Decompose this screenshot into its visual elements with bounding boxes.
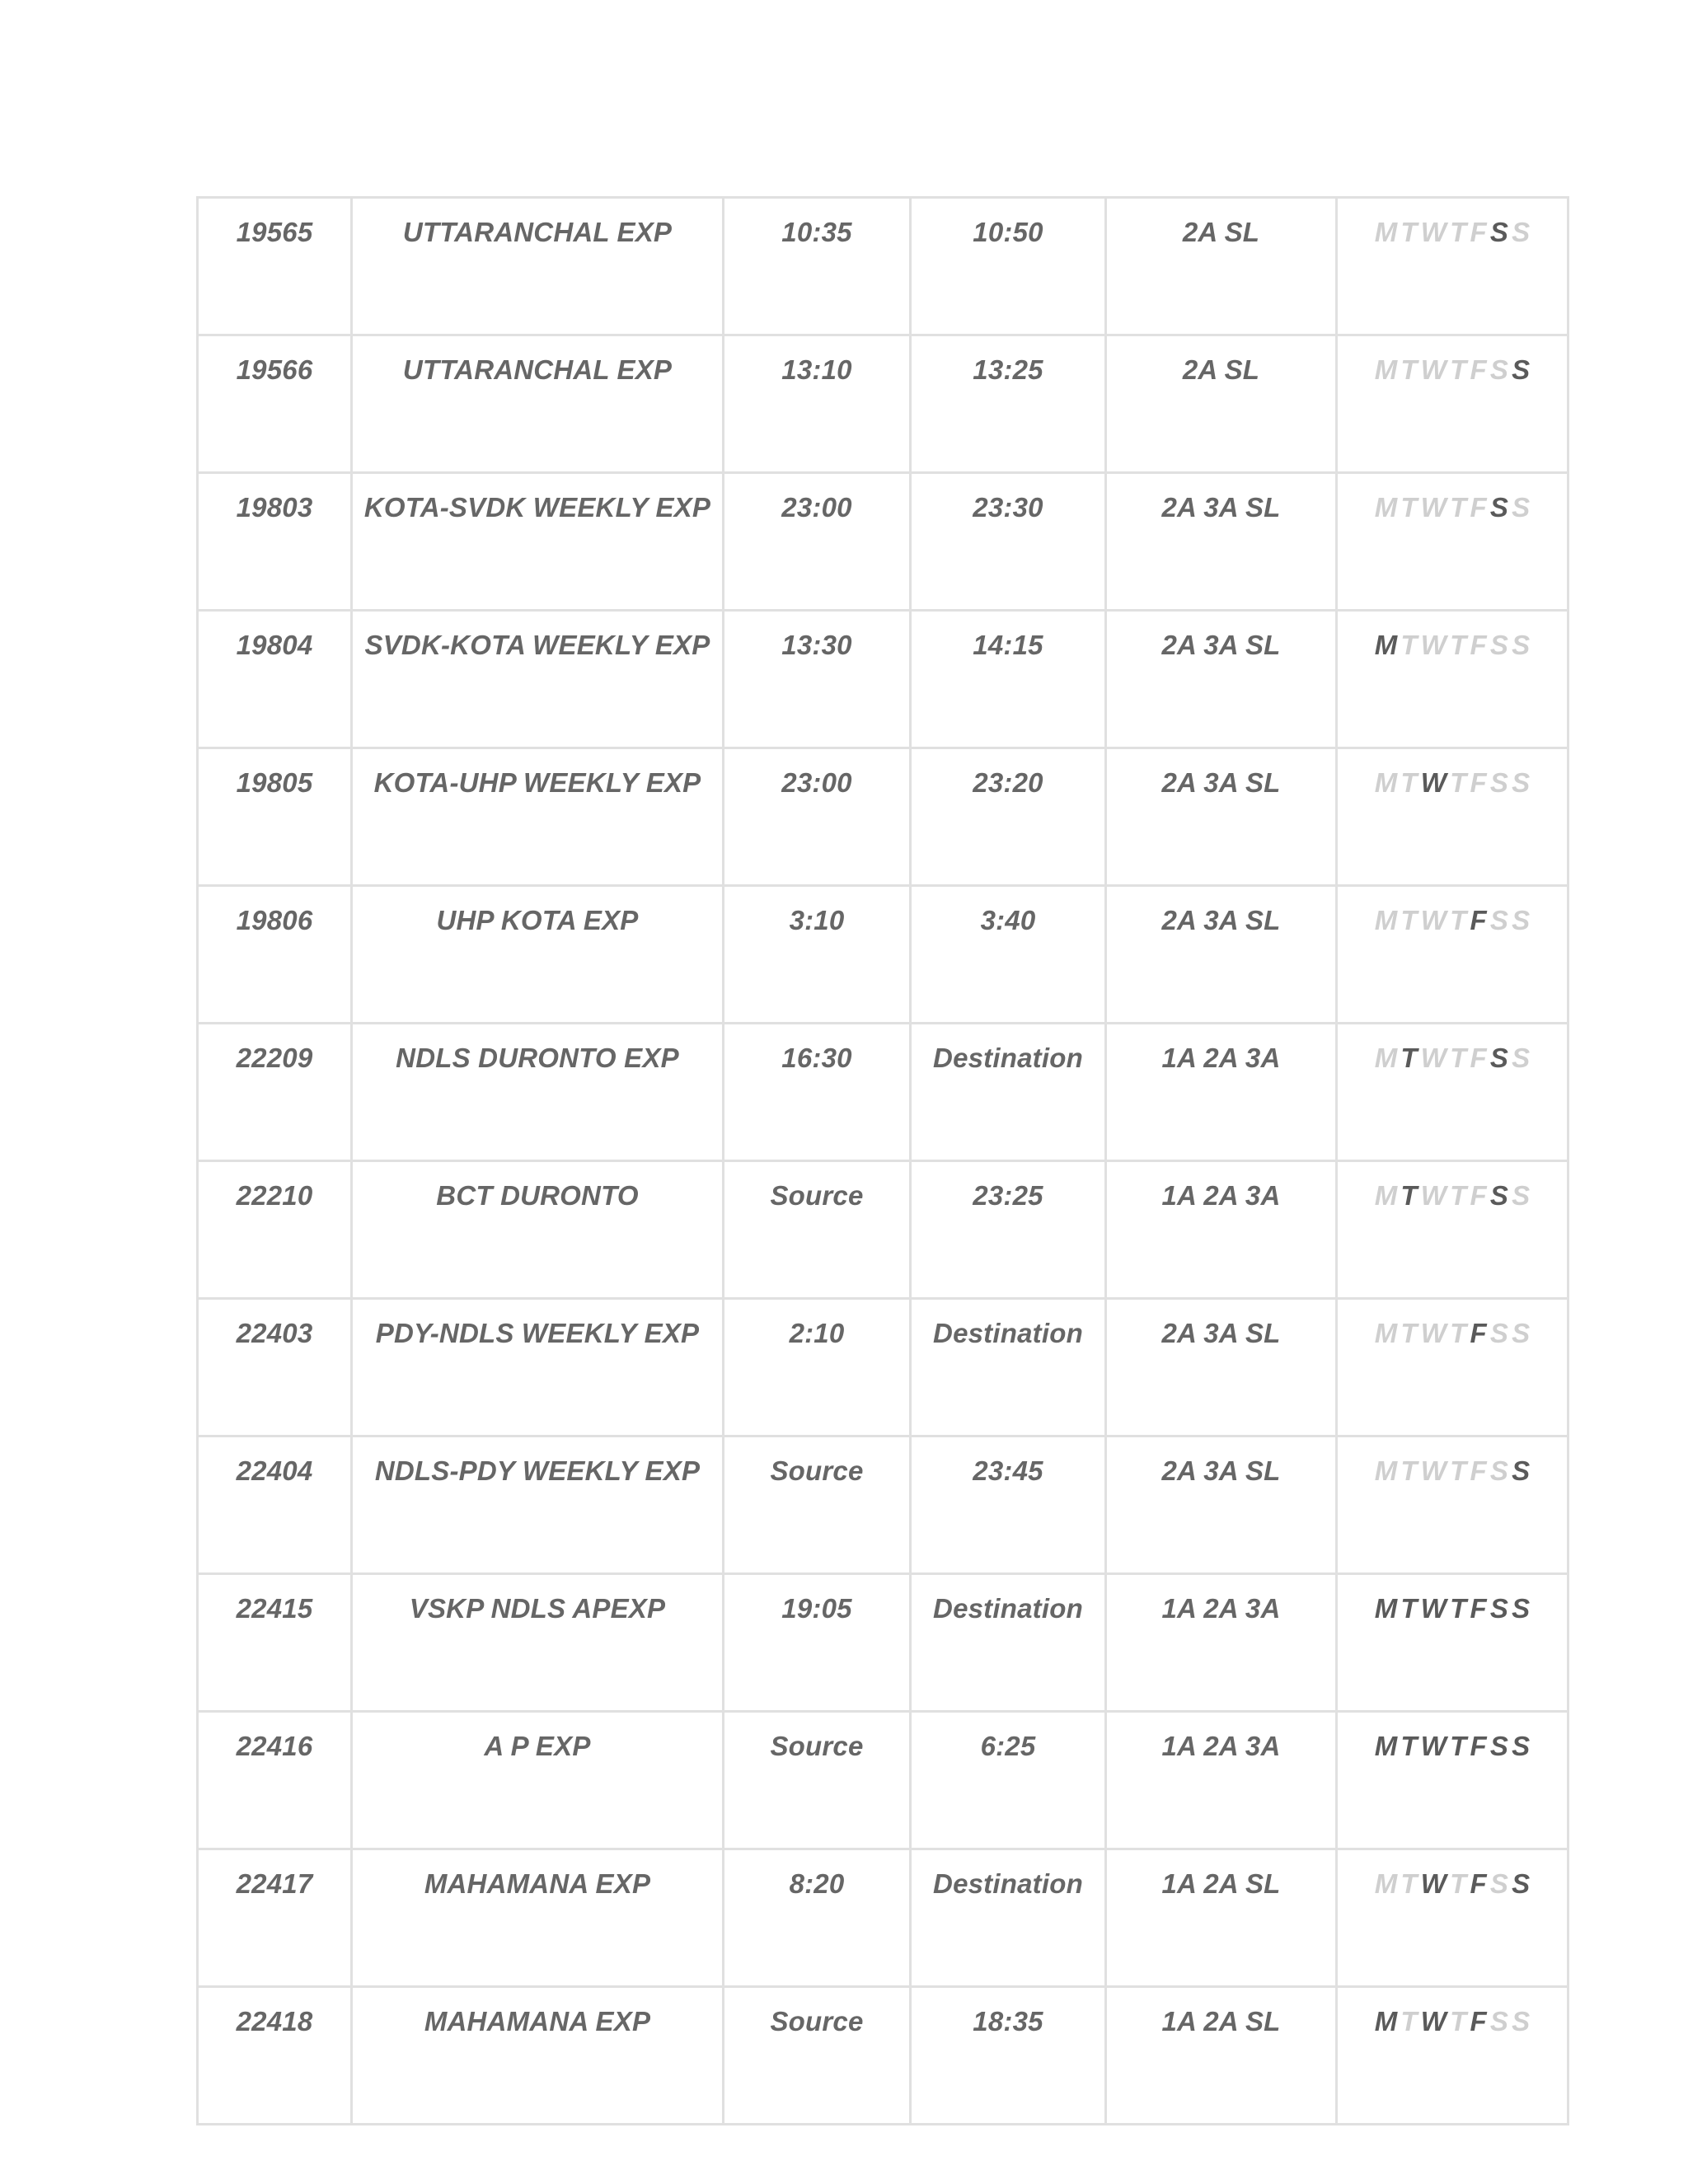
departure-time: 10:35 bbox=[724, 198, 911, 335]
table-row bbox=[198, 1849, 1568, 1987]
running-days bbox=[1337, 748, 1568, 886]
day-indicator: W bbox=[1420, 1043, 1447, 1073]
table-row bbox=[198, 1712, 1568, 1849]
arrival-time: 23:30 bbox=[911, 473, 1106, 611]
day-indicator: M bbox=[1374, 492, 1398, 523]
day-indicator: T bbox=[1450, 354, 1467, 385]
day-indicator: S bbox=[1512, 1318, 1531, 1348]
day-indicator: S bbox=[1489, 905, 1509, 935]
day-indicator: F bbox=[1470, 1868, 1487, 1899]
table-row bbox=[198, 748, 1568, 886]
day-indicator: M bbox=[1374, 1731, 1398, 1761]
running-days bbox=[1337, 335, 1568, 473]
travel-classes: 2A 3A SL bbox=[1106, 611, 1337, 748]
departure-time: 13:10 bbox=[724, 335, 911, 473]
day-indicator: M bbox=[1374, 1180, 1398, 1211]
departure-time: 13:30 bbox=[724, 611, 911, 748]
day-indicator: S bbox=[1489, 217, 1509, 247]
day-indicator: S bbox=[1489, 1868, 1509, 1899]
day-indicator: W bbox=[1420, 2006, 1447, 2036]
train-name: VSKP NDLS APEXP bbox=[352, 1574, 724, 1712]
arrival-time: 23:25 bbox=[911, 1161, 1106, 1299]
day-indicator: W bbox=[1420, 1731, 1447, 1761]
arrival-time: 18:35 bbox=[911, 1987, 1106, 2125]
table-row bbox=[198, 1436, 1568, 1574]
day-indicator: M bbox=[1374, 1318, 1398, 1348]
train-number: 22404 bbox=[198, 1436, 352, 1574]
day-indicator: T bbox=[1400, 2006, 1418, 2036]
day-indicator: T bbox=[1450, 630, 1467, 660]
day-indicator: T bbox=[1400, 1868, 1418, 1899]
running-days bbox=[1337, 198, 1568, 335]
day-indicator: F bbox=[1470, 767, 1487, 798]
running-days bbox=[1337, 886, 1568, 1024]
travel-classes: 1A 2A 3A bbox=[1106, 1712, 1337, 1849]
day-indicator: M bbox=[1374, 1043, 1398, 1073]
day-indicator: T bbox=[1400, 630, 1418, 660]
travel-classes: 1A 2A SL bbox=[1106, 1987, 1337, 2125]
table-row bbox=[198, 1987, 1568, 2125]
day-indicator: T bbox=[1450, 1455, 1467, 1486]
train-name: MAHAMANA EXP bbox=[352, 1987, 724, 2125]
day-indicator: S bbox=[1512, 905, 1531, 935]
arrival-time: Destination bbox=[911, 1024, 1106, 1161]
day-indicator: S bbox=[1512, 1731, 1531, 1761]
arrival-time: Destination bbox=[911, 1299, 1106, 1436]
day-indicator: T bbox=[1450, 767, 1467, 798]
day-indicator: S bbox=[1489, 2006, 1509, 2036]
arrival-time: Destination bbox=[911, 1574, 1106, 1712]
day-indicator: T bbox=[1400, 1180, 1418, 1211]
train-number: 22210 bbox=[198, 1161, 352, 1299]
travel-classes: 2A SL bbox=[1106, 335, 1337, 473]
day-indicator: S bbox=[1489, 630, 1509, 660]
day-indicator: W bbox=[1420, 767, 1447, 798]
train-number: 22417 bbox=[198, 1849, 352, 1987]
table-row bbox=[198, 611, 1568, 748]
train-number: 19803 bbox=[198, 473, 352, 611]
day-indicator: S bbox=[1512, 630, 1531, 660]
day-indicator: F bbox=[1470, 905, 1487, 935]
day-indicator: T bbox=[1450, 1593, 1467, 1624]
day-indicator: F bbox=[1470, 1455, 1487, 1486]
running-days bbox=[1337, 1574, 1568, 1712]
train-schedule-container bbox=[196, 196, 1531, 2125]
day-indicator: F bbox=[1470, 630, 1487, 660]
day-indicator: S bbox=[1512, 1180, 1531, 1211]
train-name: KOTA-UHP WEEKLY EXP bbox=[352, 748, 724, 886]
day-indicator: M bbox=[1374, 1868, 1398, 1899]
day-indicator: T bbox=[1400, 1455, 1418, 1486]
day-indicator: T bbox=[1450, 905, 1467, 935]
travel-classes: 2A 3A SL bbox=[1106, 886, 1337, 1024]
departure-time: 23:00 bbox=[724, 748, 911, 886]
train-number: 22415 bbox=[198, 1574, 352, 1712]
running-days bbox=[1337, 473, 1568, 611]
day-indicator: W bbox=[1420, 905, 1447, 935]
day-indicator: S bbox=[1489, 767, 1509, 798]
departure-time: 3:10 bbox=[724, 886, 911, 1024]
travel-classes: 1A 2A 3A bbox=[1106, 1574, 1337, 1712]
arrival-time: 13:25 bbox=[911, 335, 1106, 473]
table-row bbox=[198, 1161, 1568, 1299]
day-indicator: S bbox=[1489, 1318, 1509, 1348]
travel-classes: 2A 3A SL bbox=[1106, 1436, 1337, 1574]
travel-classes: 2A 3A SL bbox=[1106, 1299, 1337, 1436]
train-name: UHP KOTA EXP bbox=[352, 886, 724, 1024]
train-number: 19565 bbox=[198, 198, 352, 335]
day-indicator: T bbox=[1400, 492, 1418, 523]
travel-classes: 2A 3A SL bbox=[1106, 748, 1337, 886]
day-indicator: T bbox=[1400, 354, 1418, 385]
day-indicator: W bbox=[1420, 1455, 1447, 1486]
day-indicator: T bbox=[1400, 1318, 1418, 1348]
departure-time: 23:00 bbox=[724, 473, 911, 611]
day-indicator: W bbox=[1420, 492, 1447, 523]
day-indicator: F bbox=[1470, 217, 1487, 247]
train-number: 22403 bbox=[198, 1299, 352, 1436]
train-name: KOTA-SVDK WEEKLY EXP bbox=[352, 473, 724, 611]
day-indicator: F bbox=[1470, 1731, 1487, 1761]
train-name: NDLS DURONTO EXP bbox=[352, 1024, 724, 1161]
day-indicator: T bbox=[1400, 1043, 1418, 1073]
train-number: 19805 bbox=[198, 748, 352, 886]
day-indicator: T bbox=[1450, 1731, 1467, 1761]
train-name: BCT DURONTO bbox=[352, 1161, 724, 1299]
day-indicator: S bbox=[1489, 1043, 1509, 1073]
train-name: A P EXP bbox=[352, 1712, 724, 1849]
day-indicator: S bbox=[1512, 1593, 1531, 1624]
arrival-time: 3:40 bbox=[911, 886, 1106, 1024]
arrival-time: 14:15 bbox=[911, 611, 1106, 748]
train-number: 22209 bbox=[198, 1024, 352, 1161]
day-indicator: M bbox=[1374, 767, 1398, 798]
departure-time: Source bbox=[724, 1712, 911, 1849]
day-indicator: F bbox=[1470, 2006, 1487, 2036]
day-indicator: S bbox=[1489, 1180, 1509, 1211]
table-row bbox=[198, 886, 1568, 1024]
train-name: SVDK-KOTA WEEKLY EXP bbox=[352, 611, 724, 748]
departure-time: 19:05 bbox=[724, 1574, 911, 1712]
day-indicator: T bbox=[1450, 217, 1467, 247]
day-indicator: T bbox=[1400, 1593, 1418, 1624]
departure-time: 8:20 bbox=[724, 1849, 911, 1987]
running-days bbox=[1337, 611, 1568, 748]
day-indicator: T bbox=[1450, 1318, 1467, 1348]
running-days bbox=[1337, 1712, 1568, 1849]
table-row bbox=[198, 1299, 1568, 1436]
day-indicator: S bbox=[1512, 1868, 1531, 1899]
day-indicator: T bbox=[1400, 1731, 1418, 1761]
day-indicator: M bbox=[1374, 905, 1398, 935]
departure-time: Source bbox=[724, 1161, 911, 1299]
day-indicator: T bbox=[1400, 905, 1418, 935]
day-indicator: T bbox=[1450, 1180, 1467, 1211]
travel-classes: 1A 2A SL bbox=[1106, 1849, 1337, 1987]
day-indicator: F bbox=[1470, 1043, 1487, 1073]
day-indicator: M bbox=[1374, 1593, 1398, 1624]
departure-time: Source bbox=[724, 1436, 911, 1574]
day-indicator: S bbox=[1512, 217, 1531, 247]
day-indicator: S bbox=[1512, 1455, 1531, 1486]
running-days bbox=[1337, 1849, 1568, 1987]
day-indicator: F bbox=[1470, 1180, 1487, 1211]
day-indicator: T bbox=[1400, 767, 1418, 798]
running-days bbox=[1337, 1436, 1568, 1574]
travel-classes: 2A 3A SL bbox=[1106, 473, 1337, 611]
train-name: MAHAMANA EXP bbox=[352, 1849, 724, 1987]
day-indicator: F bbox=[1470, 492, 1487, 523]
day-indicator: M bbox=[1374, 1455, 1398, 1486]
running-days bbox=[1337, 1161, 1568, 1299]
day-indicator: M bbox=[1374, 217, 1398, 247]
day-indicator: W bbox=[1420, 1180, 1447, 1211]
table-row bbox=[198, 1024, 1568, 1161]
arrival-time: 23:20 bbox=[911, 748, 1106, 886]
departure-time: Source bbox=[724, 1987, 911, 2125]
day-indicator: M bbox=[1374, 630, 1398, 660]
day-indicator: S bbox=[1512, 767, 1531, 798]
train-name: PDY-NDLS WEEKLY EXP bbox=[352, 1299, 724, 1436]
day-indicator: T bbox=[1450, 2006, 1467, 2036]
table-row bbox=[198, 473, 1568, 611]
arrival-time: 10:50 bbox=[911, 198, 1106, 335]
day-indicator: W bbox=[1420, 1318, 1447, 1348]
table-row bbox=[198, 198, 1568, 335]
day-indicator: M bbox=[1374, 354, 1398, 385]
table-row bbox=[198, 335, 1568, 473]
day-indicator: F bbox=[1470, 354, 1487, 385]
day-indicator: W bbox=[1420, 630, 1447, 660]
day-indicator: S bbox=[1489, 1455, 1509, 1486]
train-name: UTTARANCHAL EXP bbox=[352, 335, 724, 473]
running-days bbox=[1337, 1299, 1568, 1436]
arrival-time: 23:45 bbox=[911, 1436, 1106, 1574]
running-days bbox=[1337, 1987, 1568, 2125]
day-indicator: M bbox=[1374, 2006, 1398, 2036]
train-number: 22418 bbox=[198, 1987, 352, 2125]
day-indicator: W bbox=[1420, 217, 1447, 247]
day-indicator: S bbox=[1489, 492, 1509, 523]
train-name: NDLS-PDY WEEKLY EXP bbox=[352, 1436, 724, 1574]
train-schedule-table bbox=[196, 196, 1569, 2125]
day-indicator: W bbox=[1420, 354, 1447, 385]
day-indicator: S bbox=[1489, 1731, 1509, 1761]
train-name: UTTARANCHAL EXP bbox=[352, 198, 724, 335]
arrival-time: Destination bbox=[911, 1849, 1106, 1987]
train-number: 19806 bbox=[198, 886, 352, 1024]
day-indicator: S bbox=[1512, 1043, 1531, 1073]
day-indicator: W bbox=[1420, 1593, 1447, 1624]
day-indicator: W bbox=[1420, 1868, 1447, 1899]
train-number: 19566 bbox=[198, 335, 352, 473]
day-indicator: T bbox=[1450, 1868, 1467, 1899]
day-indicator: S bbox=[1512, 492, 1531, 523]
day-indicator: S bbox=[1512, 354, 1531, 385]
travel-classes: 1A 2A 3A bbox=[1106, 1161, 1337, 1299]
train-number: 19804 bbox=[198, 611, 352, 748]
day-indicator: T bbox=[1450, 492, 1467, 523]
day-indicator: S bbox=[1512, 2006, 1531, 2036]
train-number: 22416 bbox=[198, 1712, 352, 1849]
arrival-time: 6:25 bbox=[911, 1712, 1106, 1849]
day-indicator: F bbox=[1470, 1593, 1487, 1624]
train-schedule-body bbox=[198, 198, 1568, 2125]
travel-classes: 2A SL bbox=[1106, 198, 1337, 335]
running-days bbox=[1337, 1024, 1568, 1161]
day-indicator: T bbox=[1450, 1043, 1467, 1073]
table-row bbox=[198, 1574, 1568, 1712]
day-indicator: F bbox=[1470, 1318, 1487, 1348]
departure-time: 2:10 bbox=[724, 1299, 911, 1436]
day-indicator: S bbox=[1489, 1593, 1509, 1624]
day-indicator: T bbox=[1400, 217, 1418, 247]
day-indicator: S bbox=[1489, 354, 1509, 385]
travel-classes: 1A 2A 3A bbox=[1106, 1024, 1337, 1161]
departure-time: 16:30 bbox=[724, 1024, 911, 1161]
